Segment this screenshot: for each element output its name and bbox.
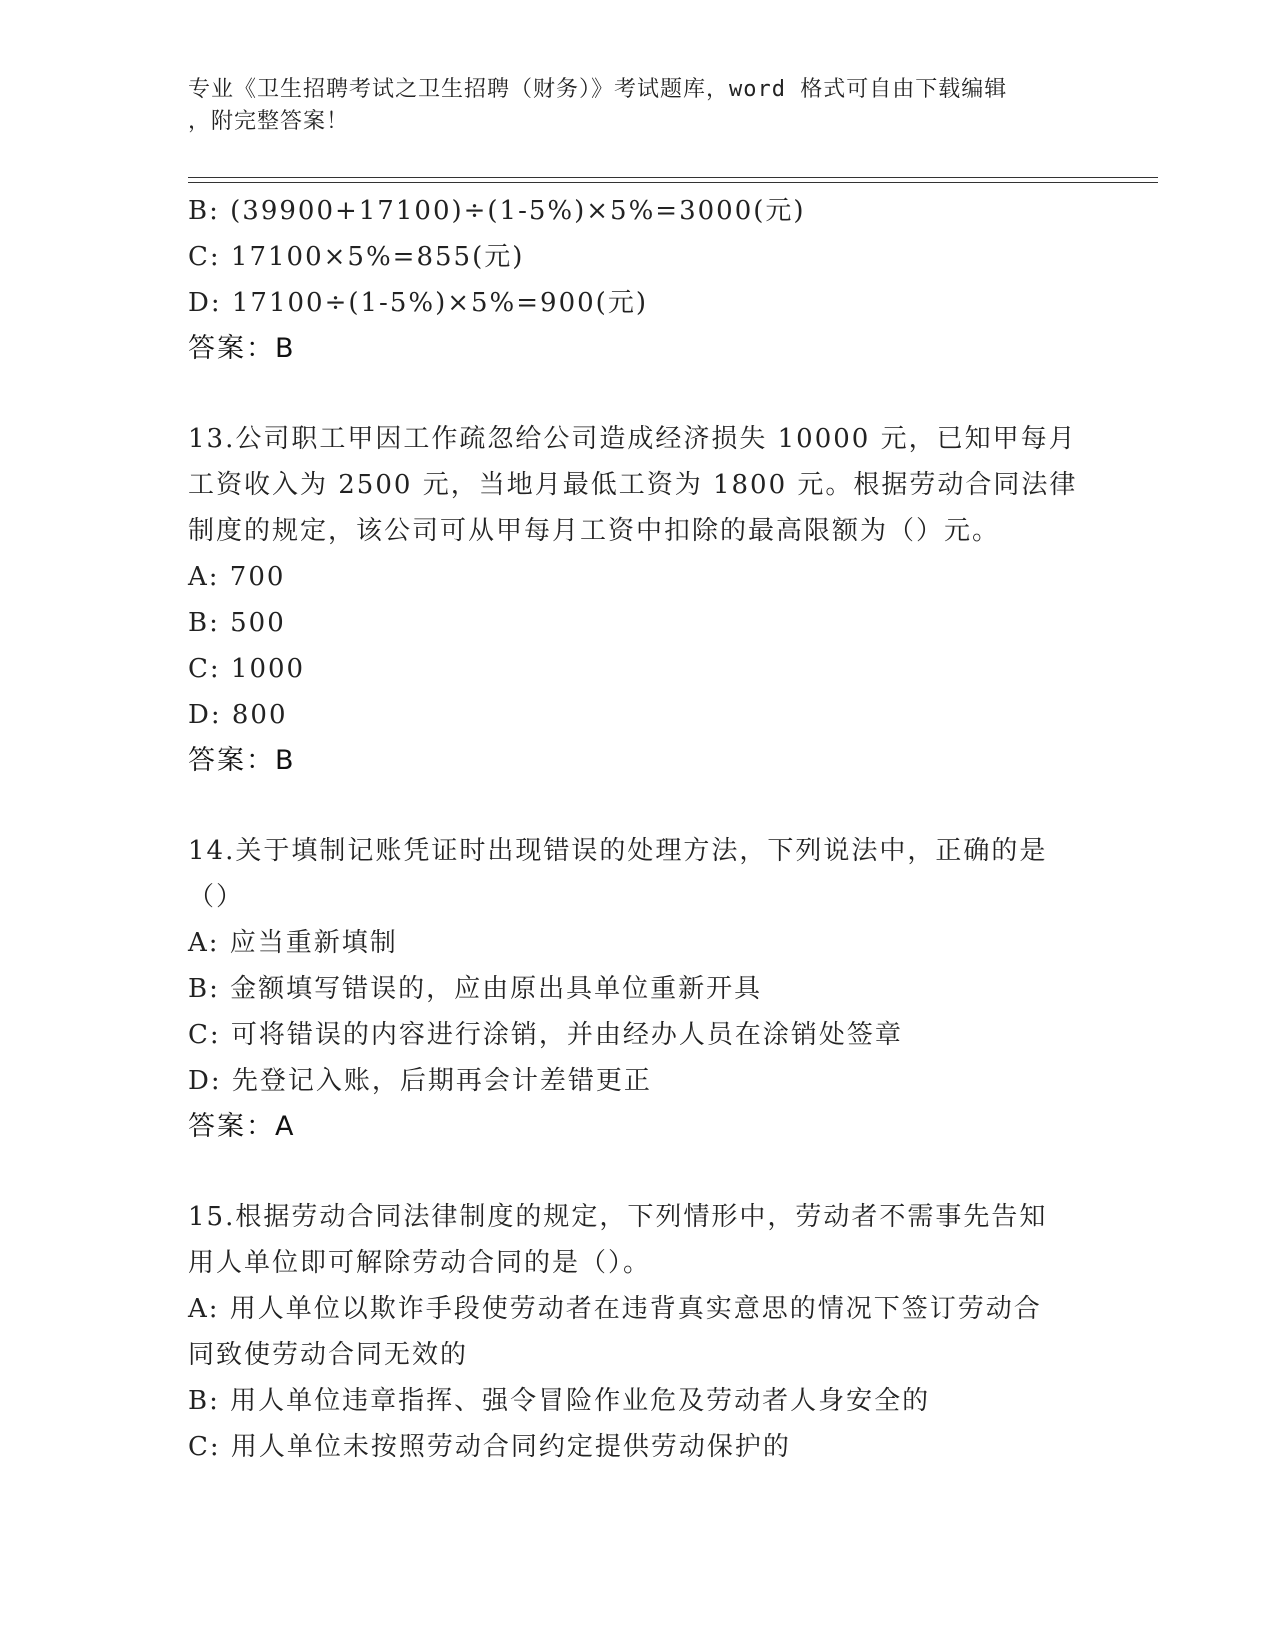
question-block-15	[188, 1194, 1088, 1470]
question-text-line: 用人单位即可解除劳动合同的是（）。	[188, 1248, 652, 1278]
document-header	[188, 74, 1078, 138]
question-text-line: 制度的规定，该公司可从甲每月工资中扣除的最高限额为（）元。	[188, 516, 1001, 546]
option-b: B: 用人单位违章指挥、强令冒险作业危及劳动者人身安全的	[188, 1386, 931, 1416]
question-text-line: 13.公司职工甲因工作疏忽给公司造成经济损失 10000 元，已知甲每月	[188, 424, 1077, 454]
question-block-12	[188, 188, 1088, 372]
header-title-line1: 专业《卫生招聘考试之卫生招聘（财务）》考试题库，word 格式可自由下载编辑	[188, 77, 1008, 102]
option-c: C: 可将错误的内容进行涂销，并由经办人员在涂销处签章	[188, 1020, 903, 1050]
option-b: B: (39900+17100)÷(1-5%)×5%=3000(元)	[188, 196, 806, 226]
spacer	[188, 784, 1088, 828]
option-c: C: 1000	[188, 654, 306, 684]
option-a: A: 用人单位以欺诈手段使劳动者在违背真实意思的情况下签订劳动合	[188, 1294, 1042, 1324]
question-text-line: 15.根据劳动合同法律制度的规定，下列情形中，劳动者不需事先告知	[188, 1202, 1048, 1232]
option-d: D: 17100÷(1-5%)×5%=900(元)	[188, 288, 648, 318]
spacer	[188, 372, 1088, 416]
option-b: B: 500	[188, 608, 286, 638]
question-text-line: 14.关于填制记账凭证时出现错误的处理方法，下列说法中，正确的是	[188, 836, 1048, 866]
option-b: B: 金额填写错误的，应由原出具单位重新开具	[188, 974, 763, 1004]
spacer	[188, 1150, 1088, 1194]
header-divider-top	[188, 177, 1158, 178]
option-d: D: 800	[188, 700, 288, 730]
header-divider-bottom	[188, 182, 1158, 183]
option-a: A: 700	[188, 562, 286, 592]
option-a: A: 应当重新填制	[188, 928, 398, 958]
answer-label: 答案：A	[188, 1111, 296, 1142]
document-body	[188, 188, 1088, 1470]
question-text-line: （）	[188, 882, 245, 912]
question-text-line: 工资收入为 2500 元，当地月最低工资为 1800 元。根据劳动合同法律	[188, 470, 1078, 500]
option-c: C: 用人单位未按照劳动合同约定提供劳动保护的	[188, 1432, 791, 1462]
option-d: D: 先登记入账，后期再会计差错更正	[188, 1066, 652, 1096]
option-a-continued: 同致使劳动合同无效的	[188, 1340, 469, 1370]
header-title-line2: ，附完整答案！	[188, 109, 350, 134]
question-block-13	[188, 416, 1088, 784]
question-block-14	[188, 828, 1088, 1150]
option-c: C: 17100×5%=855(元)	[188, 242, 525, 272]
answer-label: 答案：B	[188, 745, 296, 776]
answer-label: 答案：B	[188, 333, 296, 364]
